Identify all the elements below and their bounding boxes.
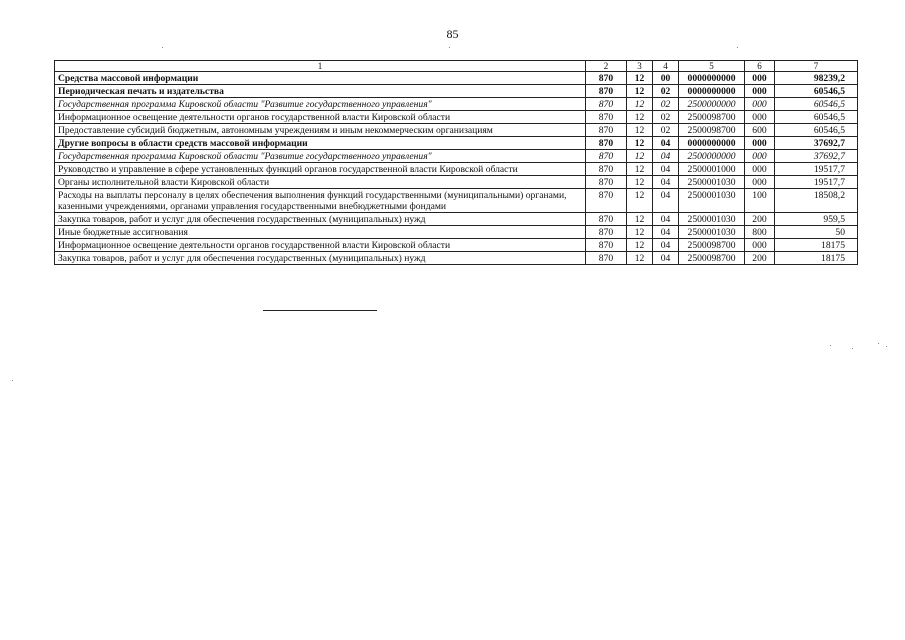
row-amount-cell: 50 xyxy=(775,226,858,239)
scan-speck xyxy=(852,348,853,349)
row-amount-cell: 18175 xyxy=(775,239,858,252)
row-col5-cell: 2500001000 xyxy=(679,163,745,176)
row-col2-cell: 870 xyxy=(586,176,627,189)
row-col6-cell: 100 xyxy=(745,189,775,213)
row-col3-cell: 12 xyxy=(627,98,653,111)
row-col5-cell: 2500001030 xyxy=(679,226,745,239)
scan-speck xyxy=(737,47,738,48)
row-col6-cell: 000 xyxy=(745,85,775,98)
row-col3-cell: 12 xyxy=(627,137,653,150)
row-name-cell: Государственная программа Кировской области "Развитие государственного управления" xyxy=(55,150,586,163)
row-name-cell: Другие вопросы в области средств массовой информации xyxy=(55,137,586,150)
table-row xyxy=(55,239,858,252)
table-row xyxy=(55,98,858,111)
scan-speck xyxy=(878,343,879,344)
header-col-3: 3 xyxy=(627,61,653,72)
table-row xyxy=(55,124,858,137)
table-row xyxy=(55,163,858,176)
row-col5-cell: 2500098700 xyxy=(679,111,745,124)
row-col6-cell: 000 xyxy=(745,137,775,150)
row-col2-cell: 870 xyxy=(586,252,627,265)
header-col-4: 4 xyxy=(653,61,679,72)
row-col5-cell: 2500001030 xyxy=(679,213,745,226)
row-col5-cell: 0000000000 xyxy=(679,137,745,150)
row-col3-cell: 12 xyxy=(627,111,653,124)
row-col5-cell: 0000000000 xyxy=(679,72,745,85)
row-col3-cell: 12 xyxy=(627,176,653,189)
header-col-5: 5 xyxy=(679,61,745,72)
table-row xyxy=(55,111,858,124)
scan-speck xyxy=(830,345,831,346)
row-amount-cell: 19517,7 xyxy=(775,176,858,189)
row-name-cell: Закупка товаров, работ и услуг для обеспечения государственных (муниципальных) нужд xyxy=(55,213,586,226)
table-header-row xyxy=(55,61,858,72)
row-amount-cell: 60546,5 xyxy=(775,111,858,124)
row-col6-cell: 000 xyxy=(745,150,775,163)
row-col2-cell: 870 xyxy=(586,150,627,163)
row-col2-cell: 870 xyxy=(586,189,627,213)
row-col6-cell: 200 xyxy=(745,213,775,226)
row-col5-cell: 2500098700 xyxy=(679,252,745,265)
row-name-cell: Иные бюджетные ассигнования xyxy=(55,226,586,239)
row-col2-cell: 870 xyxy=(586,124,627,137)
row-col2-cell: 870 xyxy=(586,163,627,176)
table-row xyxy=(55,137,858,150)
header-col-7: 7 xyxy=(775,61,858,72)
row-col4-cell: 02 xyxy=(653,85,679,98)
row-name-cell: Закупка товаров, работ и услуг для обеспечения государственных (муниципальных) нужд xyxy=(55,252,586,265)
row-amount-cell: 18508,2 xyxy=(775,189,858,213)
row-col2-cell: 870 xyxy=(586,137,627,150)
row-col6-cell: 200 xyxy=(745,252,775,265)
row-name-cell: Периодическая печать и издательства xyxy=(55,85,586,98)
row-col3-cell: 12 xyxy=(627,189,653,213)
row-col4-cell: 04 xyxy=(653,226,679,239)
table-row xyxy=(55,213,858,226)
row-amount-cell: 19517,7 xyxy=(775,163,858,176)
table-row xyxy=(55,226,858,239)
row-col6-cell: 000 xyxy=(745,72,775,85)
row-amount-cell: 60546,5 xyxy=(775,124,858,137)
row-col2-cell: 870 xyxy=(586,239,627,252)
row-col3-cell: 12 xyxy=(627,124,653,137)
row-col4-cell: 04 xyxy=(653,137,679,150)
row-col2-cell: 870 xyxy=(586,213,627,226)
row-amount-cell: 959,5 xyxy=(775,213,858,226)
row-col6-cell: 600 xyxy=(745,124,775,137)
row-col2-cell: 870 xyxy=(586,72,627,85)
row-col5-cell: 2500001030 xyxy=(679,176,745,189)
row-amount-cell: 37692,7 xyxy=(775,150,858,163)
row-col2-cell: 870 xyxy=(586,111,627,124)
row-col5-cell: 2500000000 xyxy=(679,150,745,163)
header-col-6: 6 xyxy=(745,61,775,72)
header-col-1: 1 xyxy=(55,61,586,72)
row-name-cell: Информационное освещение деятельности органов государственной власти Кировской области xyxy=(55,111,586,124)
row-col3-cell: 12 xyxy=(627,150,653,163)
row-name-cell: Органы исполнительной власти Кировской области xyxy=(55,176,586,189)
page-number: 85 xyxy=(446,27,459,41)
row-col2-cell: 870 xyxy=(586,226,627,239)
row-col2-cell: 870 xyxy=(586,85,627,98)
table-row xyxy=(55,150,858,163)
row-col6-cell: 800 xyxy=(745,226,775,239)
row-col5-cell: 2500098700 xyxy=(679,124,745,137)
row-col3-cell: 12 xyxy=(627,252,653,265)
scan-speck xyxy=(12,380,13,381)
row-col5-cell: 2500000000 xyxy=(679,98,745,111)
row-col5-cell: 0000000000 xyxy=(679,85,745,98)
row-col3-cell: 12 xyxy=(627,213,653,226)
row-col4-cell: 02 xyxy=(653,124,679,137)
row-col3-cell: 12 xyxy=(627,85,653,98)
row-col6-cell: 000 xyxy=(745,239,775,252)
row-col3-cell: 12 xyxy=(627,226,653,239)
row-amount-cell: 37692,7 xyxy=(775,137,858,150)
row-col4-cell: 04 xyxy=(653,150,679,163)
row-col4-cell: 04 xyxy=(653,163,679,176)
scan-speck xyxy=(162,47,163,48)
row-col4-cell: 02 xyxy=(653,98,679,111)
row-col6-cell: 000 xyxy=(745,98,775,111)
row-col4-cell: 02 xyxy=(653,111,679,124)
table-row xyxy=(55,85,858,98)
row-amount-cell: 18175 xyxy=(775,252,858,265)
row-amount-cell: 60546,5 xyxy=(775,85,858,98)
row-col4-cell: 04 xyxy=(653,189,679,213)
table-row xyxy=(55,176,858,189)
row-col4-cell: 04 xyxy=(653,213,679,226)
row-name-cell: Государственная программа Кировской области "Развитие государственного управления" xyxy=(55,98,586,111)
table-row xyxy=(55,72,858,85)
budget-table xyxy=(54,60,858,265)
row-name-cell: Средства массовой информации xyxy=(55,72,586,85)
header-col-2: 2 xyxy=(586,61,627,72)
table-row xyxy=(55,189,858,213)
row-name-cell: Руководство и управление в сфере установленных функций органов государственной власти Кировской области xyxy=(55,163,586,176)
row-name-cell: Предоставление субсидий бюджетным, автономным учреждениям и иным некоммерческим организациям xyxy=(55,124,586,137)
scan-speck xyxy=(449,47,450,48)
row-col4-cell: 00 xyxy=(653,72,679,85)
row-col5-cell: 2500098700 xyxy=(679,239,745,252)
row-name-cell: Информационное освещение деятельности органов государственной власти Кировской области xyxy=(55,239,586,252)
row-name-cell: Расходы на выплаты персоналу в целях обеспечения выполнения функций государственными (муниципальными) органами, казенными учреждениями, органами управления государственными внебюджетными фондами xyxy=(55,189,586,213)
row-col3-cell: 12 xyxy=(627,72,653,85)
row-col6-cell: 000 xyxy=(745,111,775,124)
row-col4-cell: 04 xyxy=(653,176,679,189)
end-of-table-rule xyxy=(263,310,377,311)
scan-speck xyxy=(886,346,887,347)
row-col5-cell: 2500001030 xyxy=(679,189,745,213)
row-col2-cell: 870 xyxy=(586,98,627,111)
row-amount-cell: 98239,2 xyxy=(775,72,858,85)
row-col6-cell: 000 xyxy=(745,176,775,189)
row-col4-cell: 04 xyxy=(653,252,679,265)
row-col6-cell: 000 xyxy=(745,163,775,176)
row-col4-cell: 04 xyxy=(653,239,679,252)
row-amount-cell: 60546,5 xyxy=(775,98,858,111)
row-col3-cell: 12 xyxy=(627,163,653,176)
table-row xyxy=(55,252,858,265)
row-col3-cell: 12 xyxy=(627,239,653,252)
